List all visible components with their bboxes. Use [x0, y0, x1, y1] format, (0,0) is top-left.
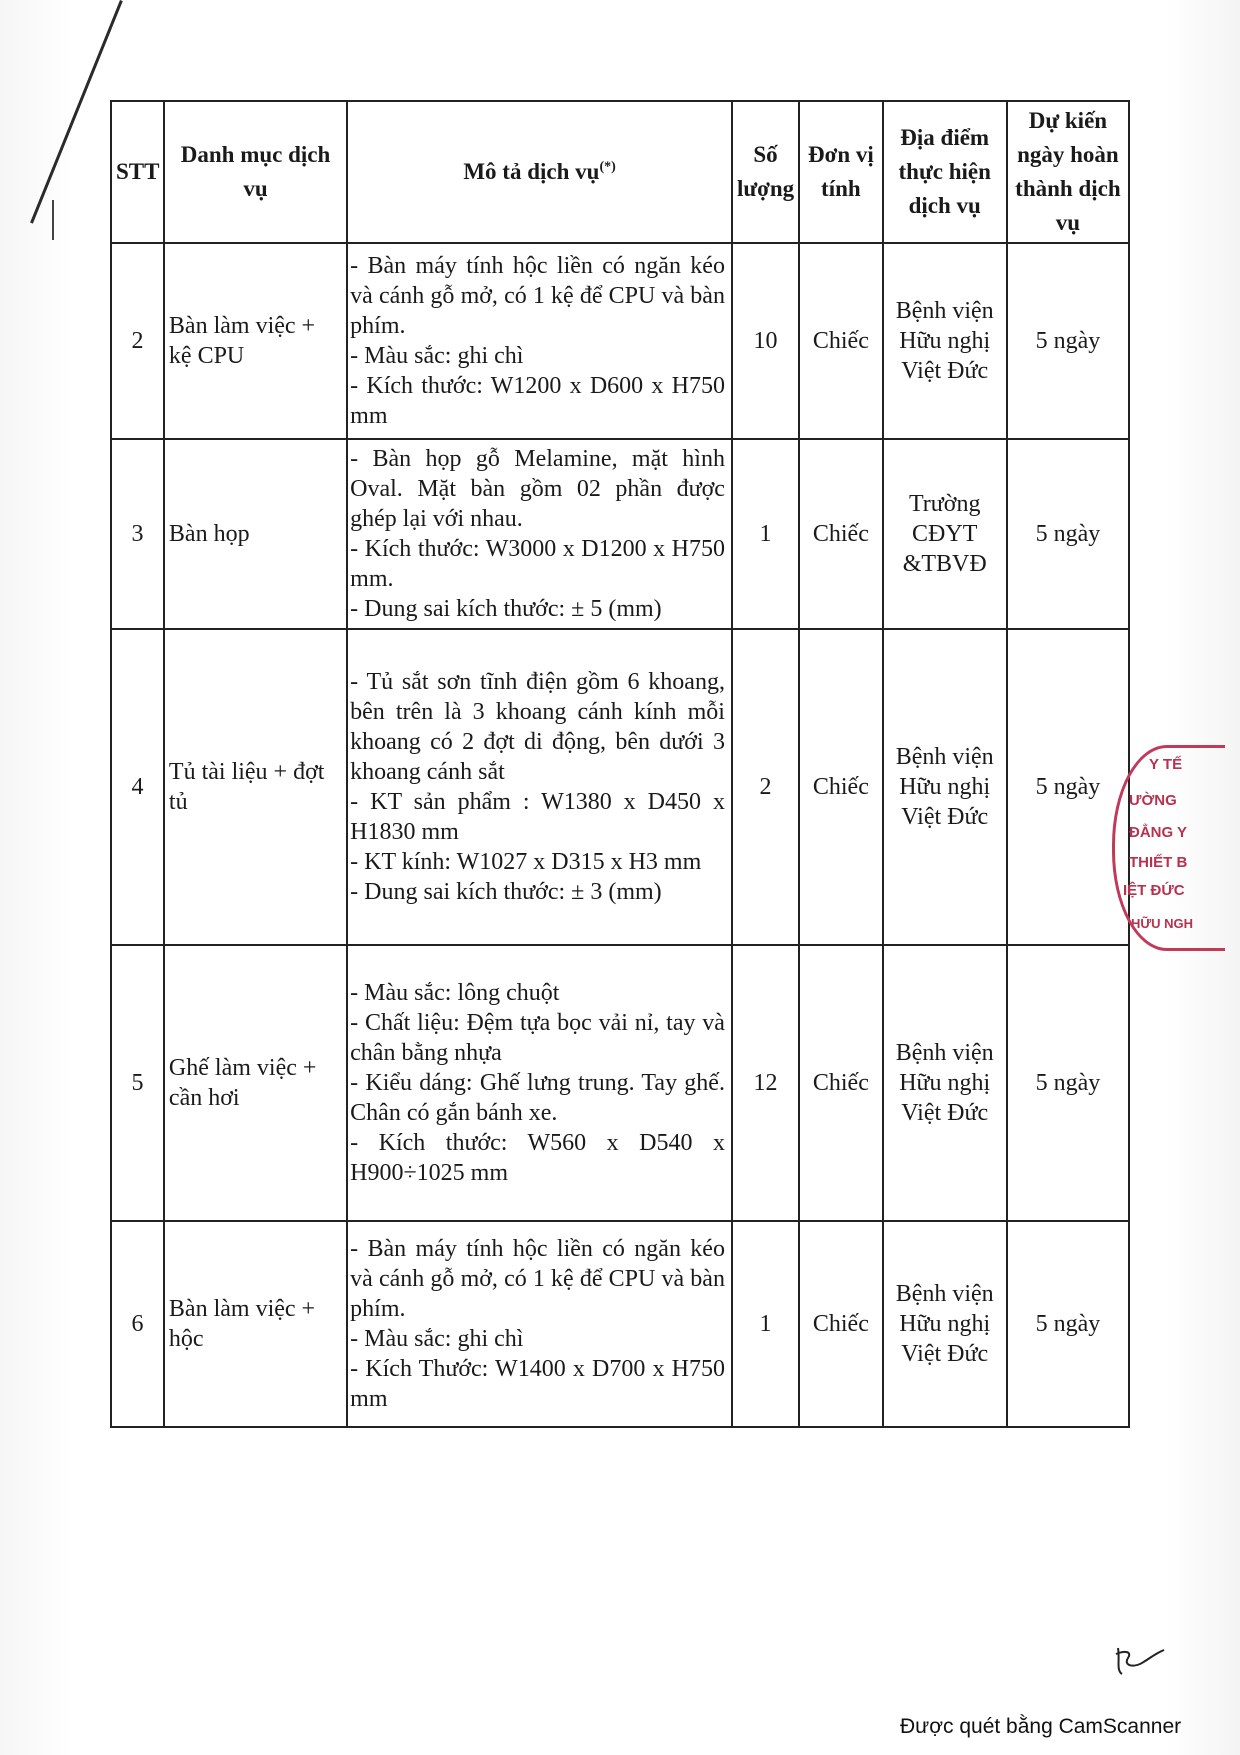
desc-line: - Chất liệu: Đệm tựa bọc vải nỉ, tay và chân bằng nhựa: [350, 1010, 725, 1066]
header-stt: STT: [111, 101, 164, 243]
desc-line: - Kiểu dáng: Ghế lưng trung. Tay ghế. Chân có gắn bánh xe.: [350, 1070, 725, 1126]
row-unit: Chiếc: [799, 1221, 882, 1427]
row-unit: Chiếc: [799, 945, 882, 1221]
row-name: Bàn làm việc + kệ CPU: [164, 243, 347, 439]
header-danh-muc: Danh mục dịch vụ: [164, 101, 347, 243]
row-quantity: 1: [732, 439, 799, 629]
row-name: Ghế làm việc + cần hơi: [164, 945, 347, 1221]
table-header-row: [111, 101, 1129, 243]
desc-line: - Bàn máy tính hộc liền có ngăn kéo và cánh gỗ mở, có 1 kệ để CPU và bàn phím.: [350, 1236, 725, 1322]
row-place: Bệnh viện Hữu nghị Việt Đức: [883, 629, 1007, 945]
row-days: 5 ngày: [1007, 243, 1129, 439]
row-days: 5 ngày: [1007, 439, 1129, 629]
row-description: [347, 945, 732, 1221]
desc-line: - KT kính: W1027 x D315 x H3 mm: [350, 849, 702, 875]
scan-artifact-edge: [52, 200, 54, 240]
red-seal-stamp: [1112, 745, 1225, 951]
row-days: 5 ngày: [1007, 629, 1129, 945]
stamp-text: Y TẾ: [1149, 756, 1183, 773]
row-quantity: 2: [732, 629, 799, 945]
desc-line: - Màu sắc: ghi chì: [350, 343, 524, 369]
row-description: [347, 243, 732, 439]
table-row: [111, 439, 1129, 629]
table-row: [111, 945, 1129, 1221]
row-stt: 2: [111, 243, 164, 439]
header-dia-diem: Địa điểm thực hiện dịch vụ: [883, 101, 1007, 243]
stamp-text: ƯỜNG: [1129, 792, 1177, 809]
desc-line: - KT sản phẩm : W1380 x D450 x H1830 mm: [350, 789, 725, 845]
row-description: [347, 1221, 732, 1427]
header-mo-ta-text: Mô tả dịch vụ: [463, 159, 600, 184]
desc-line: - Dung sai kích thước: ± 3 (mm): [350, 879, 662, 905]
row-name: Bàn họp: [164, 439, 347, 629]
row-stt: 3: [111, 439, 164, 629]
service-table: [110, 100, 1130, 1428]
desc-line: - Dung sai kích thước: ± 5 (mm): [350, 596, 662, 622]
stamp-text: IỆT ĐỨC: [1123, 882, 1185, 899]
row-description: [347, 629, 732, 945]
table-row: [111, 1221, 1129, 1427]
desc-line: - Kích Thước: W1400 x D700 x H750 mm: [350, 1356, 725, 1412]
desc-line: - Tủ sắt sơn tĩnh điện gồm 6 khoang, bên trên là 3 khoang cánh kính mỗi khoang có 2 đợt di động, bên dưới 3 khoang cánh sắt: [350, 669, 725, 785]
desc-line: - Kích thước: W560 x D540 x H900÷1025 mm: [350, 1130, 725, 1186]
desc-line: - Bàn máy tính hộc liền có ngăn kéo và cánh gỗ mở, có 1 kệ để CPU và bàn phím.: [350, 253, 725, 339]
scan-artifact-line: [30, 0, 123, 224]
header-don-vi: Đơn vị tính: [799, 101, 882, 243]
row-days: 5 ngày: [1007, 1221, 1129, 1427]
row-place: Bệnh viện Hữu nghị Việt Đức: [883, 1221, 1007, 1427]
row-place: Trường CĐYT &TBVĐ: [883, 439, 1007, 629]
handwritten-initials: [1110, 1640, 1170, 1680]
row-quantity: 12: [732, 945, 799, 1221]
desc-line: - Kích thước: W1200 x D600 x H750 mm: [350, 373, 725, 429]
row-stt: 6: [111, 1221, 164, 1427]
row-place: Bệnh viện Hữu nghị Việt Đức: [883, 243, 1007, 439]
row-quantity: 10: [732, 243, 799, 439]
camscanner-footer: Được quét bằng CamScanner: [900, 1715, 1182, 1738]
header-mo-ta: [347, 101, 732, 243]
stamp-text: THIẾT B: [1129, 854, 1188, 871]
header-du-kien: Dự kiến ngày hoàn thành dịch vụ: [1007, 101, 1129, 243]
row-days: 5 ngày: [1007, 945, 1129, 1221]
row-description: [347, 439, 732, 629]
row-unit: Chiếc: [799, 439, 882, 629]
stamp-text: ĐẲNG Y: [1129, 824, 1188, 841]
row-unit: Chiếc: [799, 243, 882, 439]
header-mo-ta-footnote: (*): [599, 159, 616, 175]
table-row: [111, 243, 1129, 439]
row-quantity: 1: [732, 1221, 799, 1427]
desc-line: - Màu sắc: lông chuột: [350, 980, 560, 1006]
desc-line: - Bàn họp gỗ Melamine, mặt hình Oval. Mặt bàn gồm 02 phần được ghép lại với nhau.: [350, 446, 725, 532]
row-name: Bàn làm việc + hộc: [164, 1221, 347, 1427]
header-so-luong: Số lượng: [732, 101, 799, 243]
desc-line: - Màu sắc: ghi chì: [350, 1326, 524, 1352]
stamp-text: HỮU NGH: [1131, 916, 1194, 931]
row-stt: 5: [111, 945, 164, 1221]
table-row: [111, 629, 1129, 945]
row-name: Tủ tài liệu + đợt tủ: [164, 629, 347, 945]
row-place: Bệnh viện Hữu nghị Việt Đức: [883, 945, 1007, 1221]
row-unit: Chiếc: [799, 629, 882, 945]
desc-line: - Kích thước: W3000 x D1200 x H750 mm.: [350, 536, 725, 592]
row-stt: 4: [111, 629, 164, 945]
